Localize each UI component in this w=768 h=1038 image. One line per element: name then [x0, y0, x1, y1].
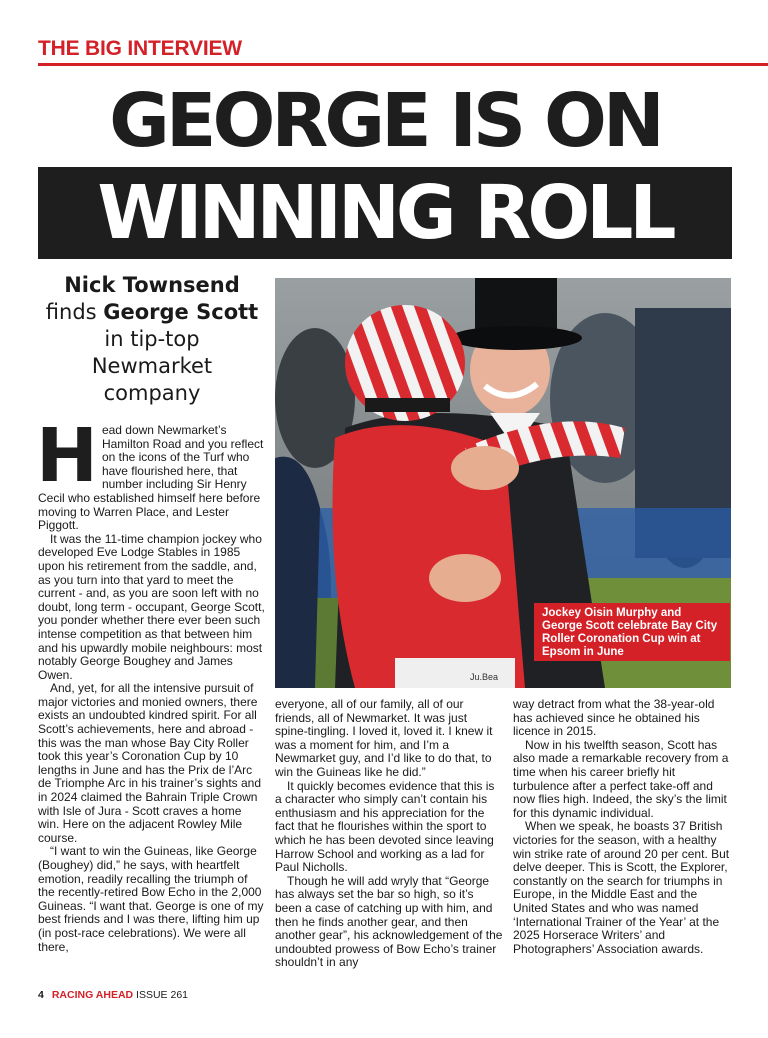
page-footer	[38, 988, 188, 1002]
headline-line-1: GEORGE IS ON	[109, 78, 661, 164]
body-column-2	[275, 698, 503, 970]
standfirst-author: Nick Townsend	[64, 273, 240, 297]
headline-line-2: WINNING ROLL	[97, 170, 673, 256]
magazine-name: RACING AHEAD	[51, 989, 134, 1001]
photo-caption: Jockey Oisin Murphy and George Scott celebrate Bay City Roller Coronation Cup win at Epsom in June	[534, 603, 730, 661]
body-paragraph: ead down Newmarket’s Hamilton Road and you reflect on the icons of the Turf who have flourished here, that number including Sir Henry Cecil who established himself here before moving to Warren Place, and Lester Piggott.	[38, 423, 264, 533]
body-paragraph: Though he will add wryly that “George has always set the bar so high, so it’s been a case of catching up with him, and then he finds another gear, and then another gear”, his acknowledgement of the undoubted prowess of Bow Echo’s trainer shouldn’t in any	[275, 873, 503, 970]
body-paragraph: It was the 11-time champion jockey who developed Eve Lodge Stables in 1985 upon his retirement from the saddle, and, as you turn into that yard to meet the current - and, as you are soon left with no doubt, long term - occupant, George Scott, you ponder whether there ever been such intense competition as that between him and his upwardly mobile neighbours: most notably George Boughey and James Owen.	[38, 531, 265, 682]
issue-number: ISSUE 261	[136, 989, 188, 1001]
drop-cap: H	[36, 413, 98, 499]
section-label: THE BIG INTERVIEW	[38, 37, 242, 60]
standfirst-verb: finds	[45, 300, 104, 324]
standfirst-line-3: in tip-top	[104, 327, 200, 351]
body-paragraph: “I want to win the Guineas, like George (Boughey) did,” he says, with heartfelt emotion, readily recalling the triumph of the recently-retired Bow Echo in the 2,000 Guineas. “I want that. George is one of my best friends and I was there, lifting him up (in post-race celebrations). We were all there,	[38, 844, 264, 954]
page-number: 4	[38, 989, 44, 1001]
standfirst-line-4: Newmarket	[91, 354, 213, 378]
body-paragraph: everyone, all of our family, all of our friends, all of Newmarket. It was just spine-tingling. I loved it, loved it. I knew it was a moment for him, and I’m a Newmarket guy, and I’d like to do that, to win the Guineas like he did.”	[275, 697, 493, 779]
section-rule	[38, 63, 768, 66]
standfirst-subject: George Scott	[103, 300, 259, 324]
body-paragraph: Now in his twelfth season, Scott has also made a remarkable recovery from a time when his career briefly hit turbulence after a perfect take-off and now flies high. Indeed, the sky’s the limit for this dynamic individual.	[513, 737, 729, 820]
body-paragraph: It quickly becomes evidence that this is a character who simply can’t contain his enthusiasm and his appreciation for the fact that he flourishes within the sport to which he has been devoted since leaving Harrow School and working as a lad for Paul Nicholls.	[275, 778, 495, 875]
body-paragraph: way detract from what the 38-year-old has achieved since he obtained his licence in 2015.	[513, 697, 715, 739]
body-paragraph: When we speak, he boasts 37 British victories for the season, with a healthy win strike rate of around 20 per cent. But delve deeper. This is Scott, the Explorer, constantly on the search for triumphs in Europe, in the Middle East and the United States and who was named ‘International Trainer of the Year’ at the 2025 Horserace Writers’ and Photographers’ Association awards.	[513, 819, 730, 956]
body-paragraph: And, yet, for all the intensive pursuit of major victories and monied owners, there exists an undoubted kindred spirit. For all Scott’s achievements, here and abroad - this was the man whose Bay City Roller took this year’s Coronation Cup by 10 lengths in June and has the Prix de l’Arc de Triomphe Arc in his trainer’s sights and in 2024 claimed the Bahrain Triple Crown with Isle of Jura - Scott craves a home win. Here on the adjacent Rowley Mile course.	[38, 681, 262, 845]
standfirst	[38, 272, 266, 407]
silks-brand-label: Ju.Bea	[470, 672, 499, 682]
body-column-1	[36, 413, 266, 954]
standfirst-line-5: company	[103, 381, 201, 405]
body-column-3	[513, 698, 731, 956]
